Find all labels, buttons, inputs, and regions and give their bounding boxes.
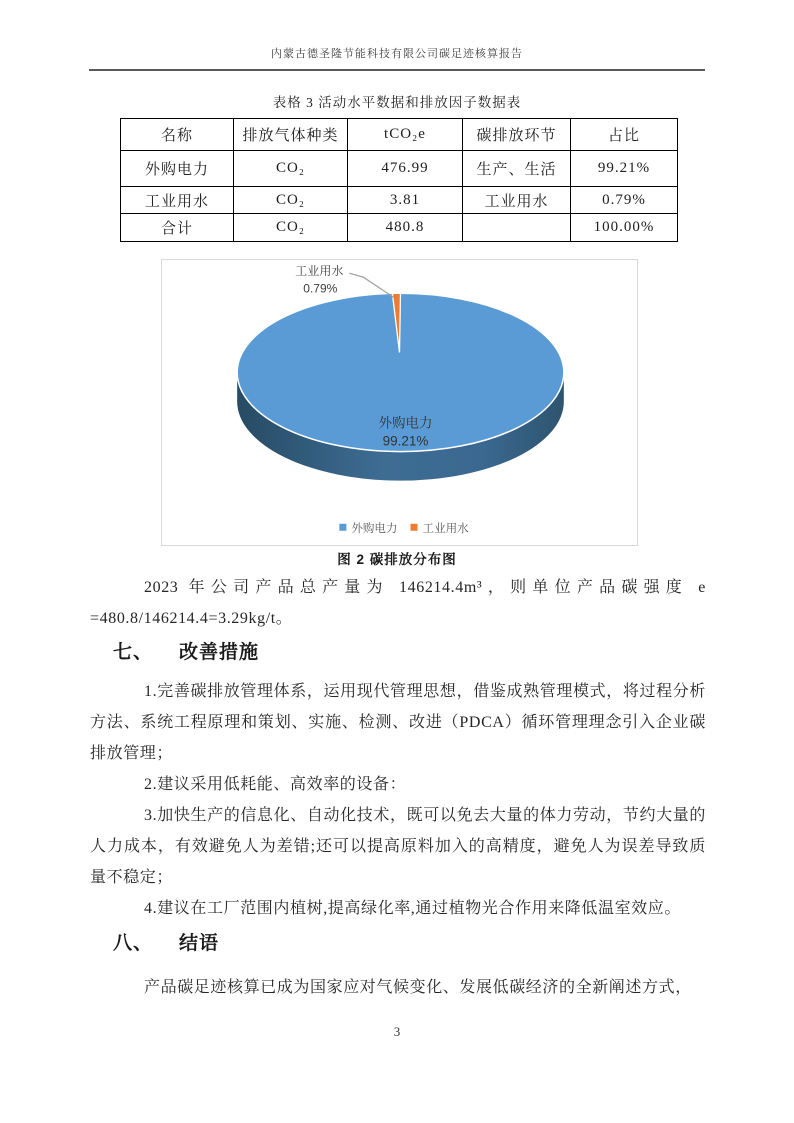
data-label-name: 外购电力: [378, 415, 433, 431]
emission-data-table: [120, 118, 678, 242]
callout-label: 工业用水: [295, 264, 344, 279]
intro-paragraph: [90, 572, 706, 634]
table-cell: 0.79%: [571, 187, 678, 214]
legend-swatch-electricity: [339, 524, 346, 531]
table-cell: 476.99: [348, 151, 463, 187]
legend-swatch-water: [411, 524, 418, 531]
intro-line-2: =480.8/146214.4=3.29kg/t。: [90, 610, 293, 627]
table-header-row: [121, 119, 678, 151]
improvement-item: 4.建议在工厂范围内植树,提高绿化率,通过植物光合作用来降低温室效应。: [144, 900, 682, 917]
table-cell: 99.21%: [571, 151, 678, 187]
table-row: [121, 151, 678, 187]
legend-label-water: 工业用水: [422, 522, 469, 535]
table-cell: 工业用水: [463, 187, 571, 214]
closing-paragraph: 产品碳足迹核算已成为国家应对气候变化、发展低碳经济的全新阐述方式，: [144, 979, 692, 996]
column-header-name: 名称: [121, 119, 234, 151]
callout-value: 0.79%: [303, 281, 338, 296]
pie-chart-figure: [161, 259, 638, 546]
page-header: [89, 47, 705, 71]
section-7-number: 七、: [113, 642, 154, 663]
header-title: 内蒙古德圣隆节能科技有限公司碳足迹核算报告: [271, 48, 523, 60]
table-cell: 3.81: [348, 187, 463, 214]
pie-chart-svg: [162, 260, 637, 545]
table-cell: [463, 214, 571, 242]
table-row: [121, 187, 678, 214]
page-number: 3: [393, 1024, 401, 1039]
table-cell: 480.8: [348, 214, 463, 242]
table-cell: 外购电力: [121, 151, 234, 187]
intro-line-1: 2023 年公司产品总产量为 146214.4m³，则单位产品碳强度 e: [144, 579, 706, 596]
section-8-title: 结语: [179, 933, 220, 954]
table-cell: 100.00%: [571, 214, 678, 242]
table-cell: CO₂: [234, 214, 348, 242]
improvement-item: 1.完善碳排放管理体系，运用现代管理思想，借鉴成熟管理模式，将过程分析方法、系统工程原理和策划、实施、检测、改进（PDCA）循环管理理念引入企业碳排放管理；: [90, 683, 706, 762]
improvement-items: [90, 676, 706, 924]
table-cell: 工业用水: [121, 187, 234, 214]
section-8-number: 八、: [113, 933, 154, 954]
column-header-gas: 排放气体种类: [234, 119, 348, 151]
data-label-value: 99.21%: [382, 433, 429, 449]
column-header-tco2e: tCO₂e: [348, 119, 463, 151]
figure-caption: 图 2 碳排放分布图: [337, 552, 457, 567]
section-7-heading: [113, 640, 259, 666]
table-caption: 表格 3 活动水平数据和排放因子数据表: [272, 95, 522, 110]
legend-label-electricity: 外购电力: [351, 522, 398, 535]
section-8-heading: [113, 931, 219, 957]
table-cell: CO₂: [234, 151, 348, 187]
improvement-item: 2.建议采用低耗能、高效率的设备：: [144, 776, 407, 793]
table-cell: 生产、生活: [463, 151, 571, 187]
table-cell: CO₂: [234, 187, 348, 214]
table-row: [121, 214, 678, 242]
table-cell: 合计: [121, 214, 234, 242]
section-7-title: 改善措施: [179, 642, 260, 663]
improvement-item: 3.加快生产的信息化、自动化技术，既可以免去大量的体力劳动，节约大量的人力成本，有效避免人为差错;还可以提高原料加入的高精度，避免人为误差导致质量不稳定；: [90, 807, 706, 886]
column-header-stage: 碳排放环节: [463, 119, 571, 151]
column-header-share: 占比: [571, 119, 678, 151]
